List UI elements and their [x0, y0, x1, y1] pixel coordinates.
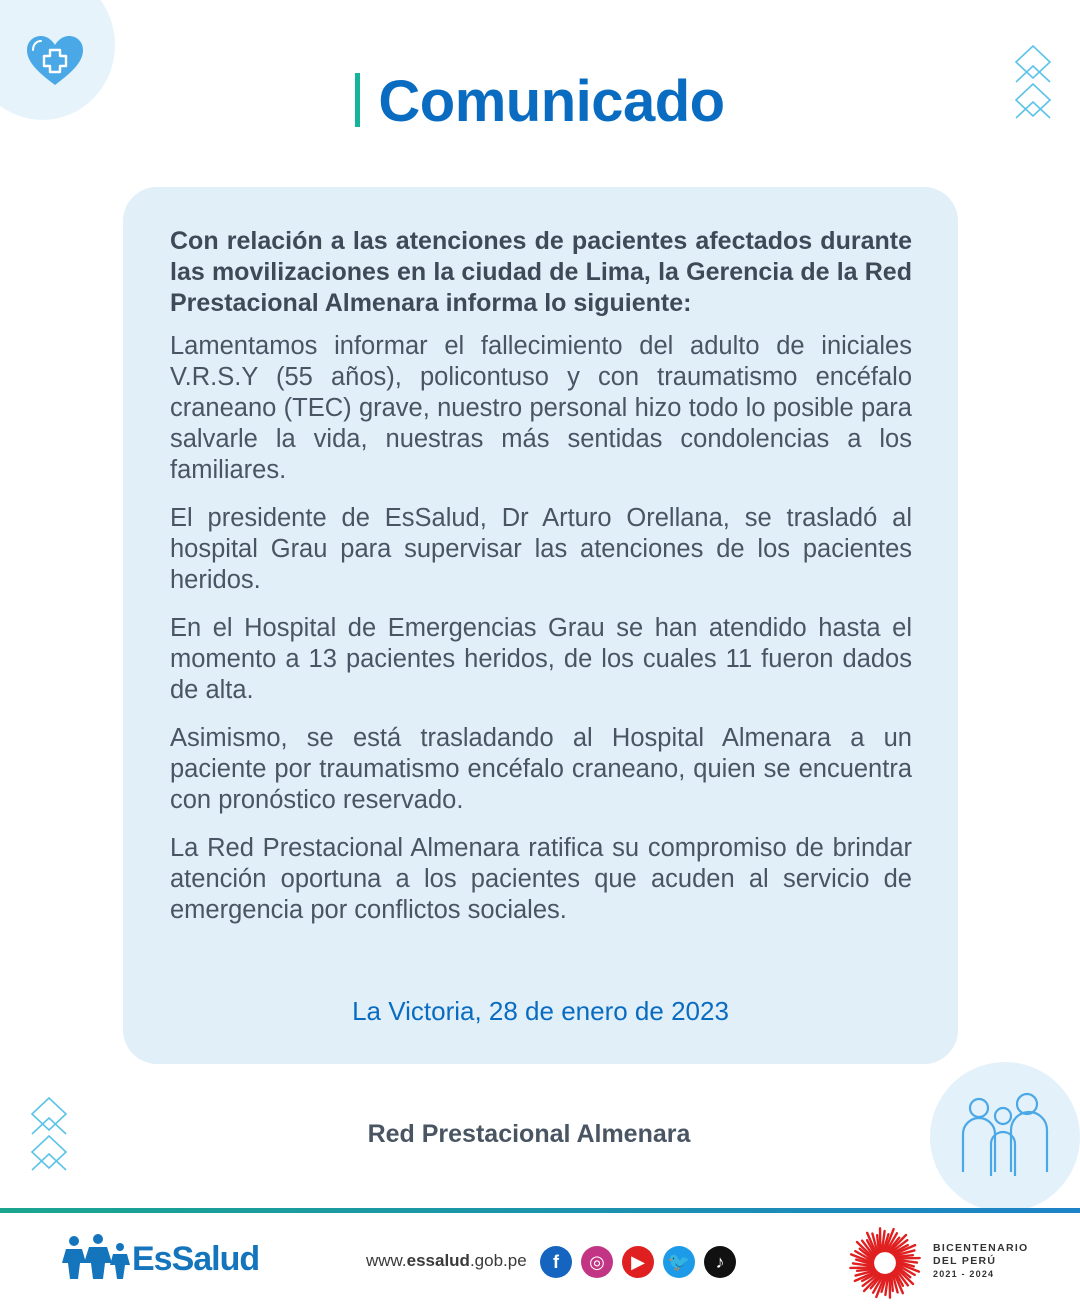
bicentenario-line2: DEL PERÚ	[933, 1255, 997, 1267]
youtube-icon[interactable]: ▶	[622, 1246, 654, 1278]
title-block	[0, 68, 1080, 135]
instagram-icon[interactable]: ◎	[581, 1246, 613, 1278]
body-paragraph: El presidente de EsSalud, Dr Arturo Orellana, se trasladó al hospital Grau para supervisar las atenciones de los pacientes heridos.	[170, 504, 912, 594]
bicentenario-years: 2021 - 2024	[933, 1269, 995, 1279]
body-paragraph: La Red Prestacional Almenara ratifica su compromiso de brindar atención oportuna a los pacientes que acuden al servicio de emergencia por conflictos sociales.	[170, 834, 912, 924]
signature-org: Red Prestacional Almenara	[367, 1120, 691, 1148]
body-paragraph: Asimismo, se está trasladando al Hospital Almenara a un paciente por traumatismo encéfalo craneano, quien se encuentra con pronóstico reservado.	[170, 724, 912, 814]
essalud-logo-figures-icon	[62, 1233, 134, 1281]
title-accent-bar	[355, 73, 360, 127]
page-title: Comunicado	[378, 69, 725, 134]
statement-body	[170, 226, 912, 943]
lead-paragraph: Con relación a las atenciones de pacientes afectados durante las movilizaciones en la ciudad de Lima, la Gerencia de la Red Prestacional Almenara informa lo siguiente:	[170, 227, 912, 317]
body-paragraph: Lamentamos informar el fallecimiento del adulto de iniciales V.R.S.Y (55 años), policontuso y con traumatismo encéfalo craneano (TEC) grave, nuestro personal hizo todo lo posible para salvarle la vida, nuestras más sentidas condolencias a los familiares.	[170, 332, 912, 484]
twitter-icon[interactable]: 🐦	[663, 1246, 695, 1278]
website-link[interactable]	[366, 1251, 527, 1271]
bicentenario-line1: BICENTENARIO	[933, 1242, 1029, 1254]
dateline: La Victoria, 28 de enero de 2023	[352, 996, 729, 1026]
website-domain: essalud	[406, 1251, 470, 1270]
body-paragraph: En el Hospital de Emergencias Grau se han atendido hasta el momento a 13 pacientes heridos, de los cuales 11 fueron dados de alta.	[170, 614, 912, 704]
website-prefix: www.	[366, 1251, 407, 1270]
essalud-logo: EsSalud	[132, 1240, 260, 1278]
facebook-icon[interactable]: f	[540, 1246, 572, 1278]
bicentenario-label	[933, 1242, 1029, 1281]
bicentenario-emblem-icon	[848, 1226, 922, 1300]
website-suffix: .gob.pe	[469, 1251, 527, 1270]
tiktok-icon[interactable]: ♪	[704, 1246, 736, 1278]
footer-divider	[0, 1208, 1080, 1213]
